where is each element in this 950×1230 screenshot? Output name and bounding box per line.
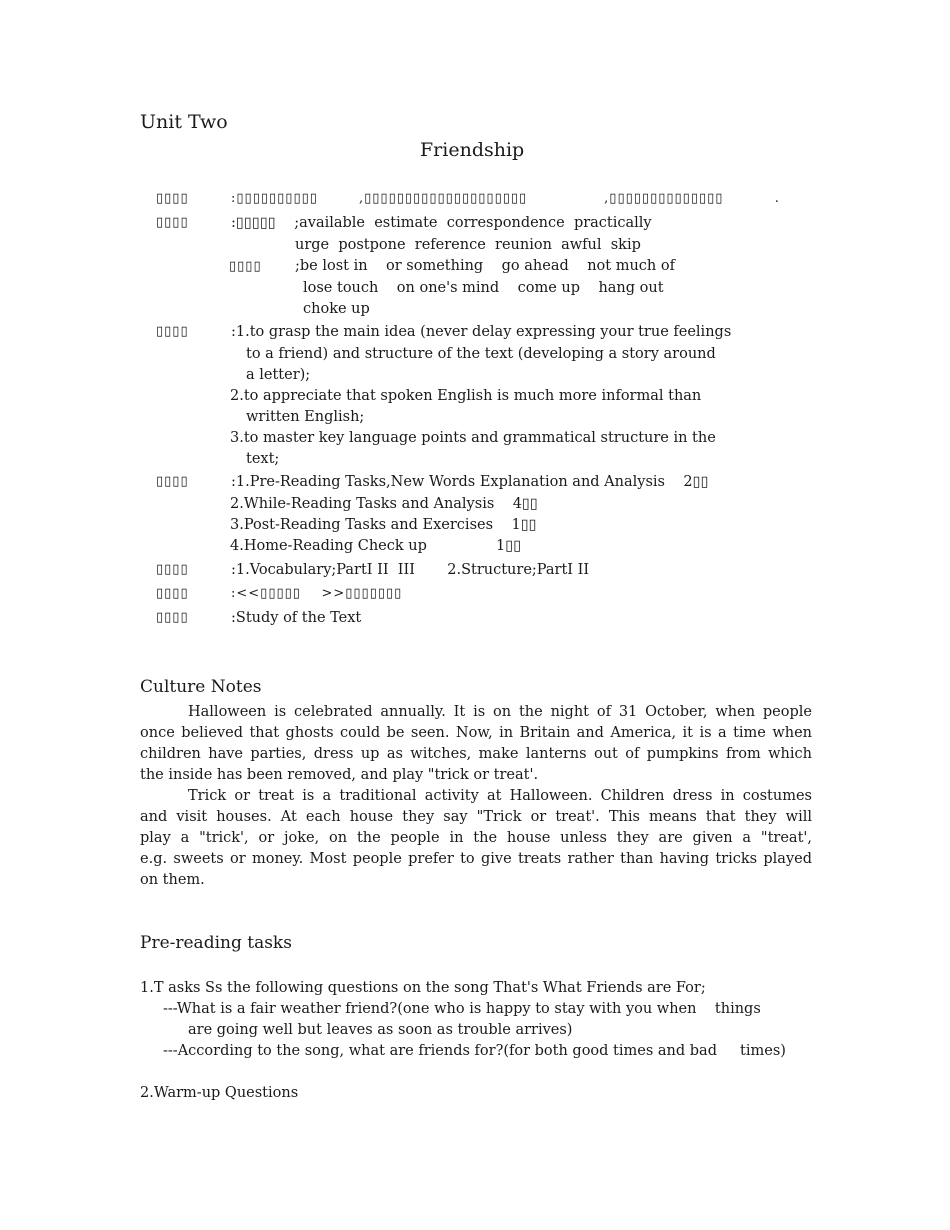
meta-row-text: :<<▯▯▯▯▯ >>▯▯▯▯▯▯▯ [231, 586, 403, 601]
paragraph-line: Trick or treat is a traditional activity at Halloween. Children dress in costumes [188, 788, 812, 804]
meta-row-text: choke up [303, 301, 370, 317]
unit-title: Unit Two [140, 111, 228, 133]
meta-label: ▯▯▯▯ [156, 586, 189, 601]
meta-row-text: :▯▯▯▯▯ ;available estimate correspondence practically [231, 215, 652, 231]
list-item: are going well but leaves as soon as trouble arrives) [188, 1022, 573, 1038]
meta-label: ▯▯▯▯ [156, 324, 189, 339]
meta-label: ▯▯▯▯ [156, 474, 189, 489]
list-item: 2.Warm-up Questions [140, 1085, 299, 1101]
meta-row-text: ;be lost in or something go ahead not much of [295, 258, 675, 274]
meta-row-text: to a friend) and structure of the text (developing a story around [246, 346, 716, 362]
meta-label: ▯▯▯▯ [156, 610, 189, 625]
list-item: 1.T asks Ss the following questions on the song That's What Friends are For; [140, 980, 706, 996]
meta-row-text: written English; [246, 409, 365, 425]
meta-label: ▯▯▯▯ [156, 215, 189, 230]
page-title: Friendship [420, 139, 525, 161]
meta-row-text: urge postpone reference reunion awful skip [295, 237, 641, 253]
meta-row-text: 2.to appreciate that spoken English is much more informal than [230, 388, 702, 404]
paragraph-line: e.g. sweets or money. Most people prefer to give treats rather than having tricks played [140, 851, 812, 867]
meta-row-text: :1.to grasp the main idea (never delay expressing your true feelings [231, 324, 732, 340]
meta-row-text: a letter); [246, 367, 311, 383]
list-item: ---According to the song, what are friends for?(for both good times and bad times) [163, 1043, 786, 1059]
section-heading: Culture Notes [140, 677, 262, 697]
meta-row-text: lose touch on one's mind come up hang out [303, 280, 664, 296]
meta-row-text: 3.Post-Reading Tasks and Exercises 1▯▯ [230, 517, 537, 533]
meta-row-text: 2.While-Reading Tasks and Analysis 4▯▯ [230, 496, 538, 512]
meta-row-text: text; [246, 451, 280, 467]
meta-row-text: :1.Vocabulary;PartI II III 2.Structure;PartI II [231, 562, 590, 578]
paragraph-line: and visit houses. At each house they say "Trick or treat'. This means that they will [140, 809, 812, 825]
meta-row-text: 3.to master key language points and grammatical structure in the [230, 430, 716, 446]
meta-row-text: :1.Pre-Reading Tasks,New Words Explanation and Analysis 2▯▯ [231, 474, 709, 490]
meta-row-text: :Study of the Text [231, 610, 362, 626]
paragraph-line: play a "trick', or joke, on the people in the house unless they are given a "treat', [140, 830, 812, 846]
meta-sublabel: ▯▯▯▯ [229, 259, 262, 274]
paragraph-line: Halloween is celebrated annually. It is on the night of 31 October, when people [188, 704, 812, 720]
meta-label: ▯▯▯▯ [156, 191, 189, 206]
paragraph-line: children have parties, dress up as witches, make lanterns out of pumpkins from which [140, 746, 812, 762]
meta-row-text: :▯▯▯▯▯▯▯▯▯▯ ,▯▯▯▯▯▯▯▯▯▯▯▯▯▯▯▯▯▯▯▯ ,▯▯▯▯▯▯▯▯▯▯▯▯▯▯ . [231, 191, 780, 206]
paragraph-line: once believed that ghosts could be seen. Now, in Britain and America, it is a time when [140, 725, 812, 741]
meta-row-text: 4.Home-Reading Check up 1▯▯ [230, 538, 522, 554]
paragraph-line: the inside has been removed, and play "trick or treat'. [140, 767, 539, 783]
list-item: ---What is a fair weather friend?(one who is happy to stay with you when things [163, 1001, 761, 1017]
section-heading: Pre-reading tasks [140, 933, 292, 953]
meta-label: ▯▯▯▯ [156, 562, 189, 577]
paragraph-line: on them. [140, 872, 205, 888]
